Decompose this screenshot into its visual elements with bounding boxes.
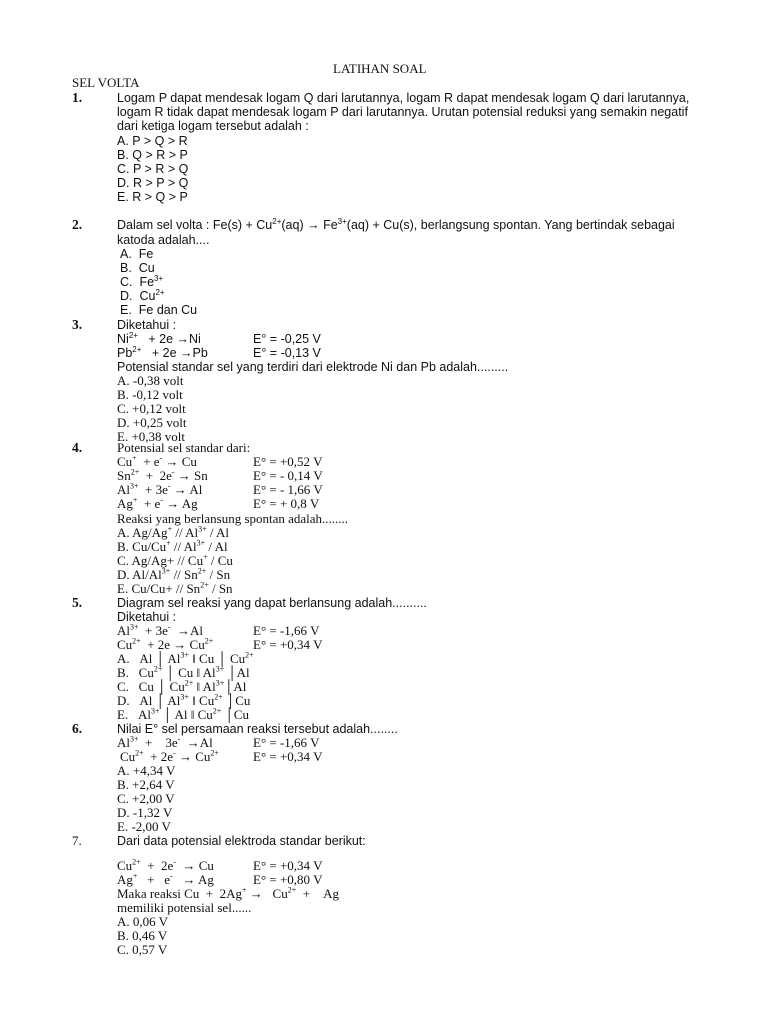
q5-potential-cu: E° = +0,34 V: [253, 637, 323, 652]
q7-option-a: A. 0,06 V: [117, 914, 169, 929]
q2-option-e: E. Fe dan Cu: [120, 303, 198, 317]
q4-reaction-sn: $Sn^{2+} + 2e^- \to Sn$: [117, 467, 208, 483]
q6-option-b: B. +2,64 V: [117, 777, 175, 792]
q5-option-a: A. Al │ $Al^{3+}$ ‖ Cu │ $Cu^{2+}$: [117, 650, 254, 666]
q5-option-e: E. $Al^{3+}$ │ Al ‖ $Cu^{2+}$ │Cu: [117, 706, 249, 722]
q3-potential-pb: E° = -0,13 V: [253, 346, 321, 360]
q7-intro: Dari data potensial elektroda standar berikut:: [117, 834, 366, 848]
q7-reaction-overall: Maka reaksi $Cu + 2Ag^+ \to Cu^{2+}$ + Ag: [117, 885, 339, 901]
q4-question: Reaksi yang berlansung spontan adalah........: [117, 511, 349, 526]
q2-text-line1: Dalam sel volta : $Fe(s) + Cu^{2+}(aq) \to Fe^{3+}(aq) + Cu(s)$, berlangsung spontan. Yang bertindak sebagai: [117, 216, 675, 232]
q3-option-d: D. +0,25 volt: [117, 415, 187, 430]
q7-potential-ag: E° = +0,80 V: [253, 872, 323, 887]
q3-option-c: C. +0,12 volt: [117, 401, 186, 416]
q7-reaction-ag: Ag+ + e- → Ag: [117, 871, 214, 887]
q6-number: 6.: [72, 721, 83, 736]
q1-option-c: C. P > R > Q: [117, 162, 189, 176]
q6-reaction-al: $Al^{3+}$ + 3e- →Al: [117, 734, 213, 750]
q3-known-label: Diketahui :: [117, 318, 177, 332]
q5-reaction-al: $Al^{3+} + 3e^- \to Al$: [117, 622, 204, 638]
q5-option-d: D. Al │ $Al^{3+}$ ‖ $Cu^{2+}$ │Cu: [117, 692, 251, 708]
q6-option-e: E. -2,00 V: [117, 819, 171, 834]
q5-option-c: C. Cu │ $Cu^{2+}$ ‖ $Al^{3+}│Al$: [117, 678, 247, 694]
page-title: LATIHAN SOAL: [333, 61, 427, 76]
section-heading: SEL VOLTA: [72, 75, 140, 90]
q4-reaction-ag: Ag+ + e- → Ag: [117, 495, 198, 511]
q4-option-a: A. $Ag/Ag^+ // Al^{3+}$ / Al: [117, 524, 230, 540]
q4-option-d: D. $Al/Al^{3+} // Sn^{2+}$ / Sn: [117, 566, 231, 582]
q3-reaction-ni: $Ni^{2+}$ + 2e →Ni: [117, 330, 201, 346]
q7-reaction-cu: $Cu^{2+} + 2e^- \to Cu$: [117, 857, 214, 873]
q2-text-line2: katoda adalah....: [117, 233, 210, 247]
q4-potential-sn: E° = - 0,14 V: [253, 468, 323, 483]
q1-option-e: E. R > Q > P: [117, 190, 188, 204]
q6-intro: Nilai E° sel persamaan reaksi tersebut adalah........: [117, 722, 398, 736]
q6-option-a: A. +4,34 V: [117, 763, 176, 778]
q6-option-c: C. +2,00 V: [117, 791, 175, 806]
q7-number: 7.: [72, 833, 82, 848]
q3-reaction-pb: $Pb^{2+}$ + 2e →Pb: [117, 344, 208, 360]
q1-text-line3: dari ketiga logam tersebut adalah :: [117, 119, 309, 133]
q4-intro: Potensial sel standar dari:: [117, 440, 251, 455]
q6-option-d: D. -1,32 V: [117, 805, 173, 820]
q6-potential-cu: E° = +0,34 V: [253, 749, 323, 764]
q1-option-a: A. P > Q > R: [117, 134, 188, 148]
q1-option-b: B. Q > R > P: [117, 148, 188, 162]
q3-option-b: B. -0,12 volt: [117, 387, 183, 402]
q4-option-c: C. Ag/Ag+ // Cu+ / Cu: [117, 552, 233, 568]
q2-option-d: D. $Cu^{2+}$: [120, 287, 165, 303]
q7-potential-cu: E° = +0,34 V: [253, 858, 323, 873]
q4-potential-cu: E° = +0,52 V: [253, 454, 323, 469]
q1-text-line1: Logam P dapat mendesak logam Q dari larutannya, logam R dapat mendesak logam Q dari larutannya,: [117, 91, 690, 105]
q7-option-b: B. 0,46 V: [117, 928, 168, 943]
q4-number: 4.: [72, 440, 83, 455]
q1-text-line2: logam R tidak dapat mendesak logam P dari larutannya. Urutan potensial reduksi yang semakin negatif: [117, 105, 688, 119]
q3-number: 3.: [72, 317, 83, 332]
q5-potential-al: E° = -1,66 V: [253, 623, 320, 638]
q7-option-c: C. 0,57 V: [117, 942, 168, 957]
q4-potential-ag: E° = + 0,8 V: [253, 496, 320, 511]
q5-option-b: B. $Cu^{2+}$ │ Cu ‖ $Al^{3+}$ │Al: [117, 664, 250, 680]
q4-option-b: B. $Cu/Cu^+ // Al^{3+}$ / Al: [117, 538, 228, 554]
q1-option-d: D. R > P > Q: [117, 176, 189, 190]
q5-intro: Diagram sel reaksi yang dapat berlansung adalah..........: [117, 596, 427, 610]
q2-option-c: C. $Fe^{3+}$: [120, 273, 164, 289]
q3-potential-ni: E° = -0,25 V: [253, 332, 321, 346]
q2-option-b: B. Cu: [120, 261, 155, 275]
q2-option-a: A. Fe: [120, 247, 154, 261]
q3-question: Potensial standar sel yang terdiri dari elektrode Ni dan Pb adalah.........: [117, 360, 509, 374]
q4-reaction-cu: Cu+ + e- → Cu: [117, 453, 197, 469]
q5-reaction-cu: $Cu^{2+} + 2e \to Cu^{2+}$: [117, 636, 214, 652]
q5-known-label: Diketahui :: [117, 610, 177, 624]
q7-question: memiliki potensial sel......: [117, 900, 252, 915]
q6-reaction-cu: $Cu^{2+} + 2e^- \to Cu^{2+}$: [120, 748, 219, 764]
q4-option-e: E. $Cu/Cu+ // Sn^{2+} / Sn$: [117, 580, 233, 596]
q3-option-e: E. +0,38 volt: [117, 429, 185, 444]
q4-reaction-al: $Al^{3+} + 3e^- \to Al$: [117, 481, 203, 497]
q3-option-a: A. -0,38 volt: [117, 373, 184, 388]
q5-number: 5.: [72, 595, 83, 610]
q4-potential-al: E° = - 1,66 V: [253, 482, 323, 497]
q6-potential-al: E° = -1,66 V: [253, 735, 320, 750]
q2-number: 2.: [72, 217, 83, 232]
q1-number: 1.: [72, 90, 83, 105]
